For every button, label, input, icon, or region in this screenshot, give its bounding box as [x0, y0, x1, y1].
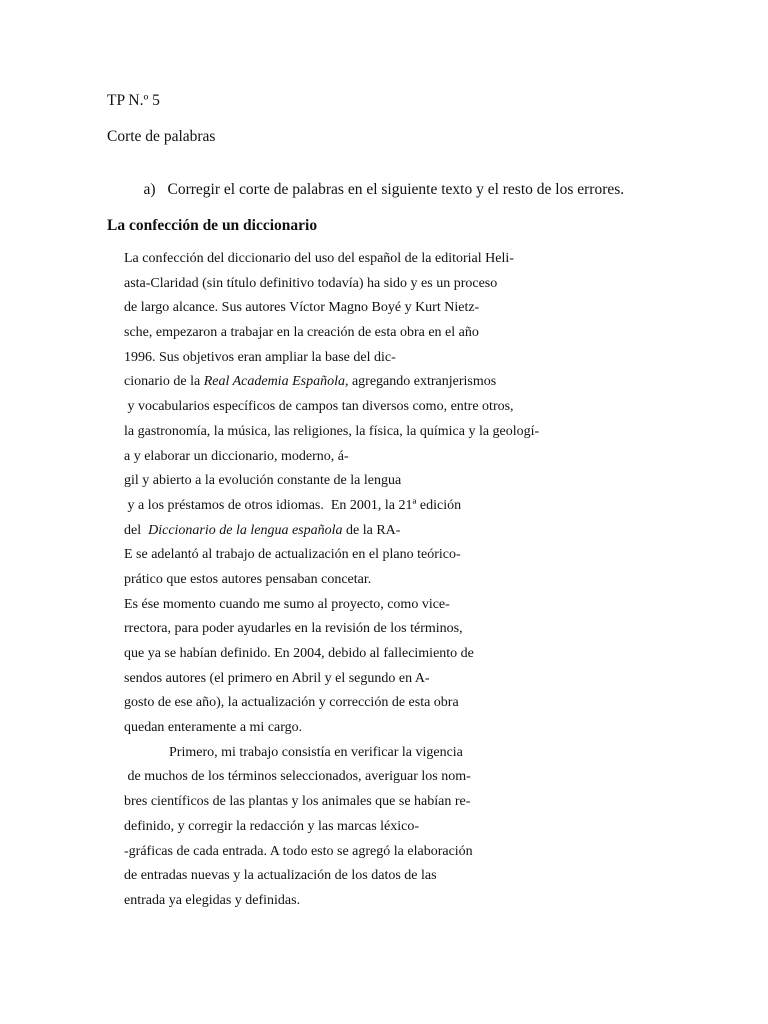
article-line: asta-Claridad (sin título definitivo todavía) ha sido y es un proceso: [124, 275, 498, 291]
article-line: gosto de ese año), la actualización y corrección de esta obra: [124, 695, 459, 711]
article-body: [124, 250, 684, 917]
article-line: quedan enteramente a mi cargo.: [124, 720, 303, 736]
article-line: a y elaborar un diccionario, moderno, á-: [124, 448, 349, 464]
article-line: definido, y corregir la redacción y las marcas léxico-: [124, 818, 420, 834]
article-line: prático que estos autores pensaban concetar.: [124, 571, 372, 587]
article-line: [124, 522, 684, 547]
article-title: La confección de un diccionario: [107, 217, 318, 234]
article-line: de muchos de los términos seleccionados, averiguar los nom-: [124, 769, 471, 785]
article-line: La confección del diccionario del uso del español de la editorial Heli-: [124, 251, 514, 266]
article-line: la gastronomía, la música, las religiones, la física, la química y la geologí-: [124, 423, 540, 439]
article-line: sche, empezaron a trabajar en la creación de esta obra en el año: [124, 325, 479, 341]
article-line-segment: cionario de la: [124, 374, 204, 390]
article-line: rrectora, para poder ayudarles en la revisión de los términos,: [124, 621, 463, 637]
article-line: que ya se habían definido. En 2004, debido al fallecimiento de: [124, 646, 474, 661]
article-line: bres científicos de las plantas y los animales que se habían re-: [124, 794, 471, 810]
article-line: Primero, mi trabajo consistía en verificar la vigencia: [169, 744, 463, 760]
article-line-segment: del: [124, 522, 149, 538]
article-line: y a los préstamos de otros idiomas. En 2001, la 21ª edición: [124, 497, 462, 513]
article-line: sendos autores (el primero en Abril y el segundo en A-: [124, 670, 430, 686]
section-title: Corte de palabras: [107, 128, 216, 145]
article-line: de largo alcance. Sus autores Víctor Magno Boyé y Kurt Nietz-: [124, 300, 480, 316]
article-line-italic: Diccionario de la lengua española: [148, 522, 343, 538]
exercise-item: [128, 163, 624, 217]
article-line: E se adelantó al trabajo de actualización en el plano teórico-: [124, 547, 461, 563]
article-line: [124, 373, 684, 398]
tp-title: TP N.º 5: [107, 92, 160, 109]
article-line: 1996. Sus objetivos eran ampliar la base del dic-: [124, 349, 396, 365]
exercise-text: Corregir el corte de palabras en el siguiente texto y el resto de los errores.: [167, 181, 625, 198]
article-line-segment: , agregando extranjerismos: [344, 374, 497, 390]
exercise-label: a): [143, 181, 156, 198]
article-line-italic: Real Academia Española: [203, 374, 345, 390]
article-line: -gráficas de cada entrada. A todo esto se agregó la elaboración: [124, 843, 473, 859]
article-line-segment: de la RA-: [342, 522, 401, 538]
article-line: Es ése momento cuando me sumo al proyecto, como vice-: [124, 596, 450, 612]
article-line: gil y abierto a la evolución constante de la lengua: [124, 473, 402, 489]
article-line: de entradas nuevas y la actualización de los datos de las: [124, 868, 437, 884]
article-line: y vocabularios específicos de campos tan diversos como, entre otros,: [124, 399, 514, 415]
article-line: entrada ya elegidas y definidas.: [124, 892, 301, 908]
